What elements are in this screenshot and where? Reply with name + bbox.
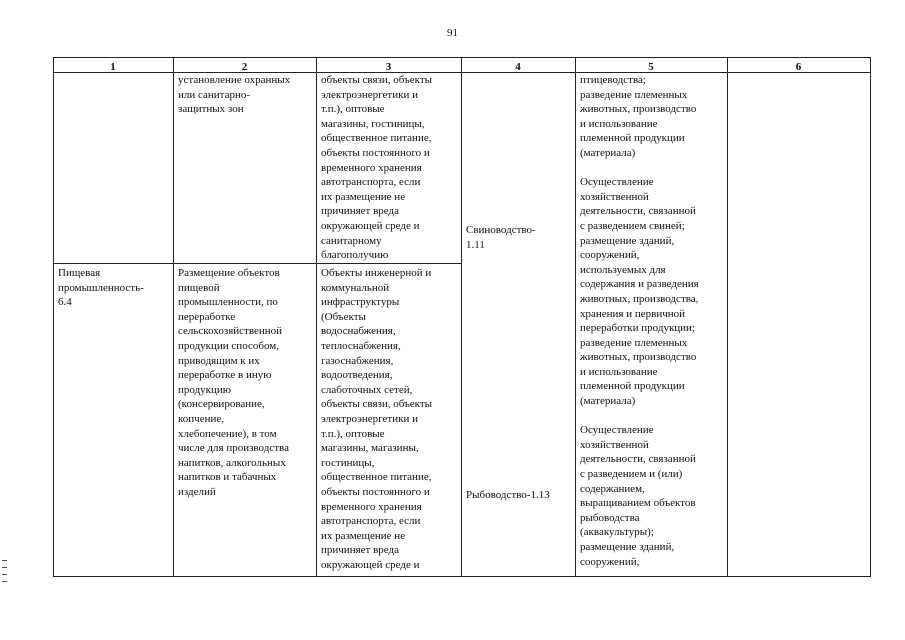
margin-mark [2, 567, 7, 568]
margin-mark [2, 560, 7, 561]
col-border-5 [727, 57, 728, 577]
cell-bottom-col2: Размещение объектов пищевой промышленности, по переработке сельскохозяйственной продукции способом, приводящим к их переработке в иную продукцию (консервирование, копчение, хлебопечение), в том числе для производства напитков, алкогольных напитков и табачных изделий [178, 267, 289, 498]
table-border-top [53, 57, 871, 58]
col-border-1 [173, 57, 174, 577]
header-col-2: 2 [241, 61, 248, 73]
cell-bottom-col3: Объекты инженерной и коммунальной инфраструктуры (Объекты водоснабжения, теплоснабжения, газоснабжения, водоотведения, слаботочных сетей, объекты связи, объекты электроэнергетики и т.п.), оптовые магазины, магазины, гостиницы, общественное питание, объекты постоянного и временного хранения автотранспорта, если их размещение не причиняет вреда окружающей среде и [321, 267, 433, 571]
row-divider [53, 263, 462, 264]
header-col-3: 3 [385, 61, 392, 73]
margin-mark [2, 574, 7, 575]
header-col-1: 1 [110, 61, 116, 73]
page-number: 91 [447, 27, 458, 39]
header-col-6: 6 [795, 61, 802, 73]
cell-top-col2: установление охранных или санитарно- защитных зон [178, 74, 291, 116]
col-border-4 [575, 57, 576, 577]
col-border-2 [316, 57, 317, 577]
col-border-6 [870, 57, 871, 577]
cell-top-col3: объекты связи, объекты электроэнергетики и т.п.), оптовые магазины, гостиницы, общественное питание, объекты постоянного и временного хранения автотранспорта, если их размещение не причиняет вреда окружающей среде и санитарному благополучию [321, 74, 433, 262]
cell-col5: птицеводства; разведение племенных животных, производство и использование племенной продукции (материала) Осуществление хозяйственной деятельности, связанной с разведением свиней; размещение зданий, сооружений, используемых для содержания и разведения животных, производства, хранения и первичной переработки продукции; разведение племенных животных, производство и использование племенной продукции (материала) Осуществление хозяйственной деятельности, связанной с разведением и (или) содержанием, выращиванием объектов рыбоводства (аквакультуры); размещение зданий, сооружений, [580, 74, 699, 568]
col-border-0 [53, 57, 54, 577]
cell-col4-fish: Рыбоводство-1.13 [466, 489, 550, 501]
col-border-3 [461, 57, 462, 577]
cell-bottom-col1: Пищевая промышленность- 6.4 [58, 267, 144, 309]
header-col-5: 5 [648, 61, 654, 73]
header-col-4: 4 [515, 61, 521, 73]
cell-col4-pig: Свиноводство- 1.11 [466, 224, 536, 251]
table-border-bottom [53, 576, 871, 577]
margin-mark [2, 581, 7, 582]
